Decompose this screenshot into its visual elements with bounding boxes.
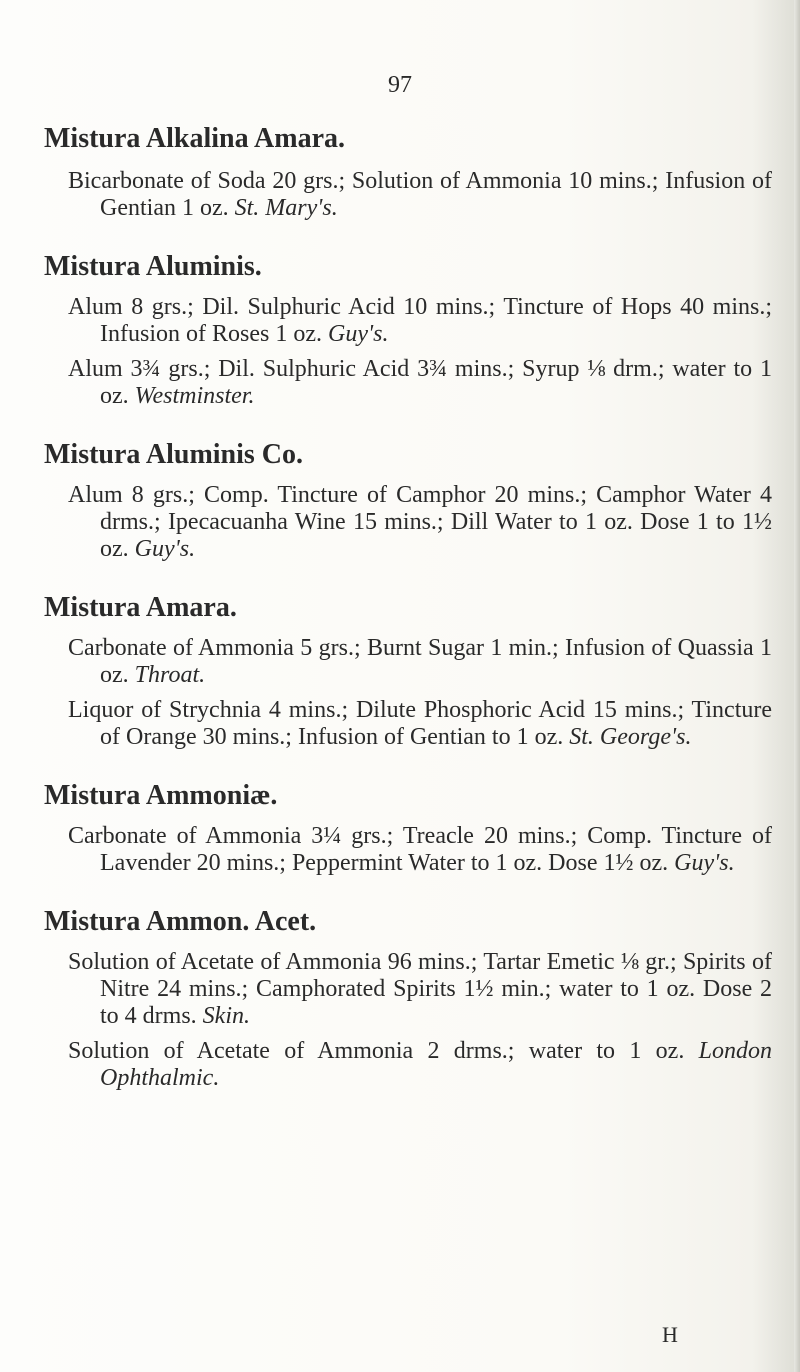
recipe-entry: [44, 949, 772, 1030]
recipe-source: Guy's.: [327, 321, 389, 347]
recipe-text: Carbonate of Ammonia 5 grs.; Burnt Sugar 1 min.; Infusion of Quassia 1 oz.: [68, 635, 772, 688]
signature-mark: H: [662, 1322, 678, 1347]
recipe-source: Guy's.: [674, 850, 735, 876]
recipe-entry: [44, 294, 772, 348]
recipe-text: Alum 8 grs.; Dil. Sulphuric Acid 10 mins.; Tincture of Hops 40 mins.; Infusion of Roses 1 oz.: [68, 294, 772, 347]
recipe-source: Westminster.: [134, 383, 255, 409]
recipe-text: Solution of Acetate of Ammonia 2 drms.; water to 1 oz.: [68, 1038, 685, 1064]
section-mistura-amara: [44, 589, 772, 751]
recipe-entry: [44, 635, 772, 689]
recipe-source: St. Mary's.: [234, 195, 338, 221]
recipe-text: Alum 3¾ grs.; Dil. Sulphuric Acid 3¾ mins.; Syrup ⅛ drm.; water to 1 oz.: [68, 356, 772, 409]
recipe-entry: [44, 823, 772, 877]
section-mistura-ammon-acet: [44, 903, 772, 1092]
recipe-source: St. George's.: [569, 724, 692, 750]
recipe-source: Skin.: [202, 1003, 250, 1029]
recipe-text: Carbonate of Ammonia 3¼ grs.; Treacle 20 mins.; Comp. Tincture of Lavender 20 mins.; Peppermint Water to 1 oz. Dose 1½ oz.: [68, 823, 772, 876]
recipe-text: Bicarbonate of Soda 20 grs.; Solution of Ammonia 10 mins.; Infusion of Gentian 1 oz.: [68, 168, 772, 221]
recipe-source: London Ophthalmic.: [100, 1038, 772, 1091]
recipe-entry: [44, 168, 772, 222]
section-heading: Mistura Alkalina Amara.: [44, 123, 346, 154]
recipe-source: Throat.: [134, 662, 206, 688]
section-mistura-ammoniae: [44, 777, 772, 877]
recipe-entry: [44, 697, 772, 751]
recipe-entry: [44, 356, 772, 410]
recipe-text: Liquor of Strychnia 4 mins.; Dilute Phosphoric Acid 15 mins.; Tincture of Orange 30 mins.; Infusion of Gentian to 1 oz.: [68, 697, 772, 750]
section-heading: Mistura Amara.: [44, 592, 237, 623]
section-mistura-aluminis-co: [44, 436, 772, 563]
section-heading: Mistura Aluminis Co.: [44, 439, 304, 470]
section-mistura-aluminis: [44, 248, 772, 410]
section-heading: Mistura Ammoniæ.: [44, 780, 278, 811]
recipe-entry: [44, 1038, 772, 1092]
section-heading: Mistura Aluminis.: [44, 251, 262, 282]
recipe-text: Alum 8 grs.; Comp. Tincture of Camphor 20 mins.; Camphor Water 4 drms.; Ipecacuanha Wine 15 mins.; Dill Water to 1 oz. Dose 1 to 1½ oz.: [68, 482, 772, 562]
section-mistura-alkalina-amara: [44, 120, 772, 222]
recipe-text: Solution of Acetate of Ammonia 96 mins.; Tartar Emetic ⅛ gr.; Spirits of Nitre 24 mins.; Camphorated Spirits 1½ min.; water to 1 oz. Dose 2 to 4 drms.: [68, 949, 772, 1029]
section-heading: Mistura Ammon. Acet.: [44, 906, 317, 937]
page-number: 97: [388, 72, 412, 98]
recipe-source: Guy's.: [134, 536, 196, 562]
recipe-entry: [44, 482, 772, 563]
recipe-list: [44, 120, 772, 1118]
page-edge: [794, 0, 800, 1372]
